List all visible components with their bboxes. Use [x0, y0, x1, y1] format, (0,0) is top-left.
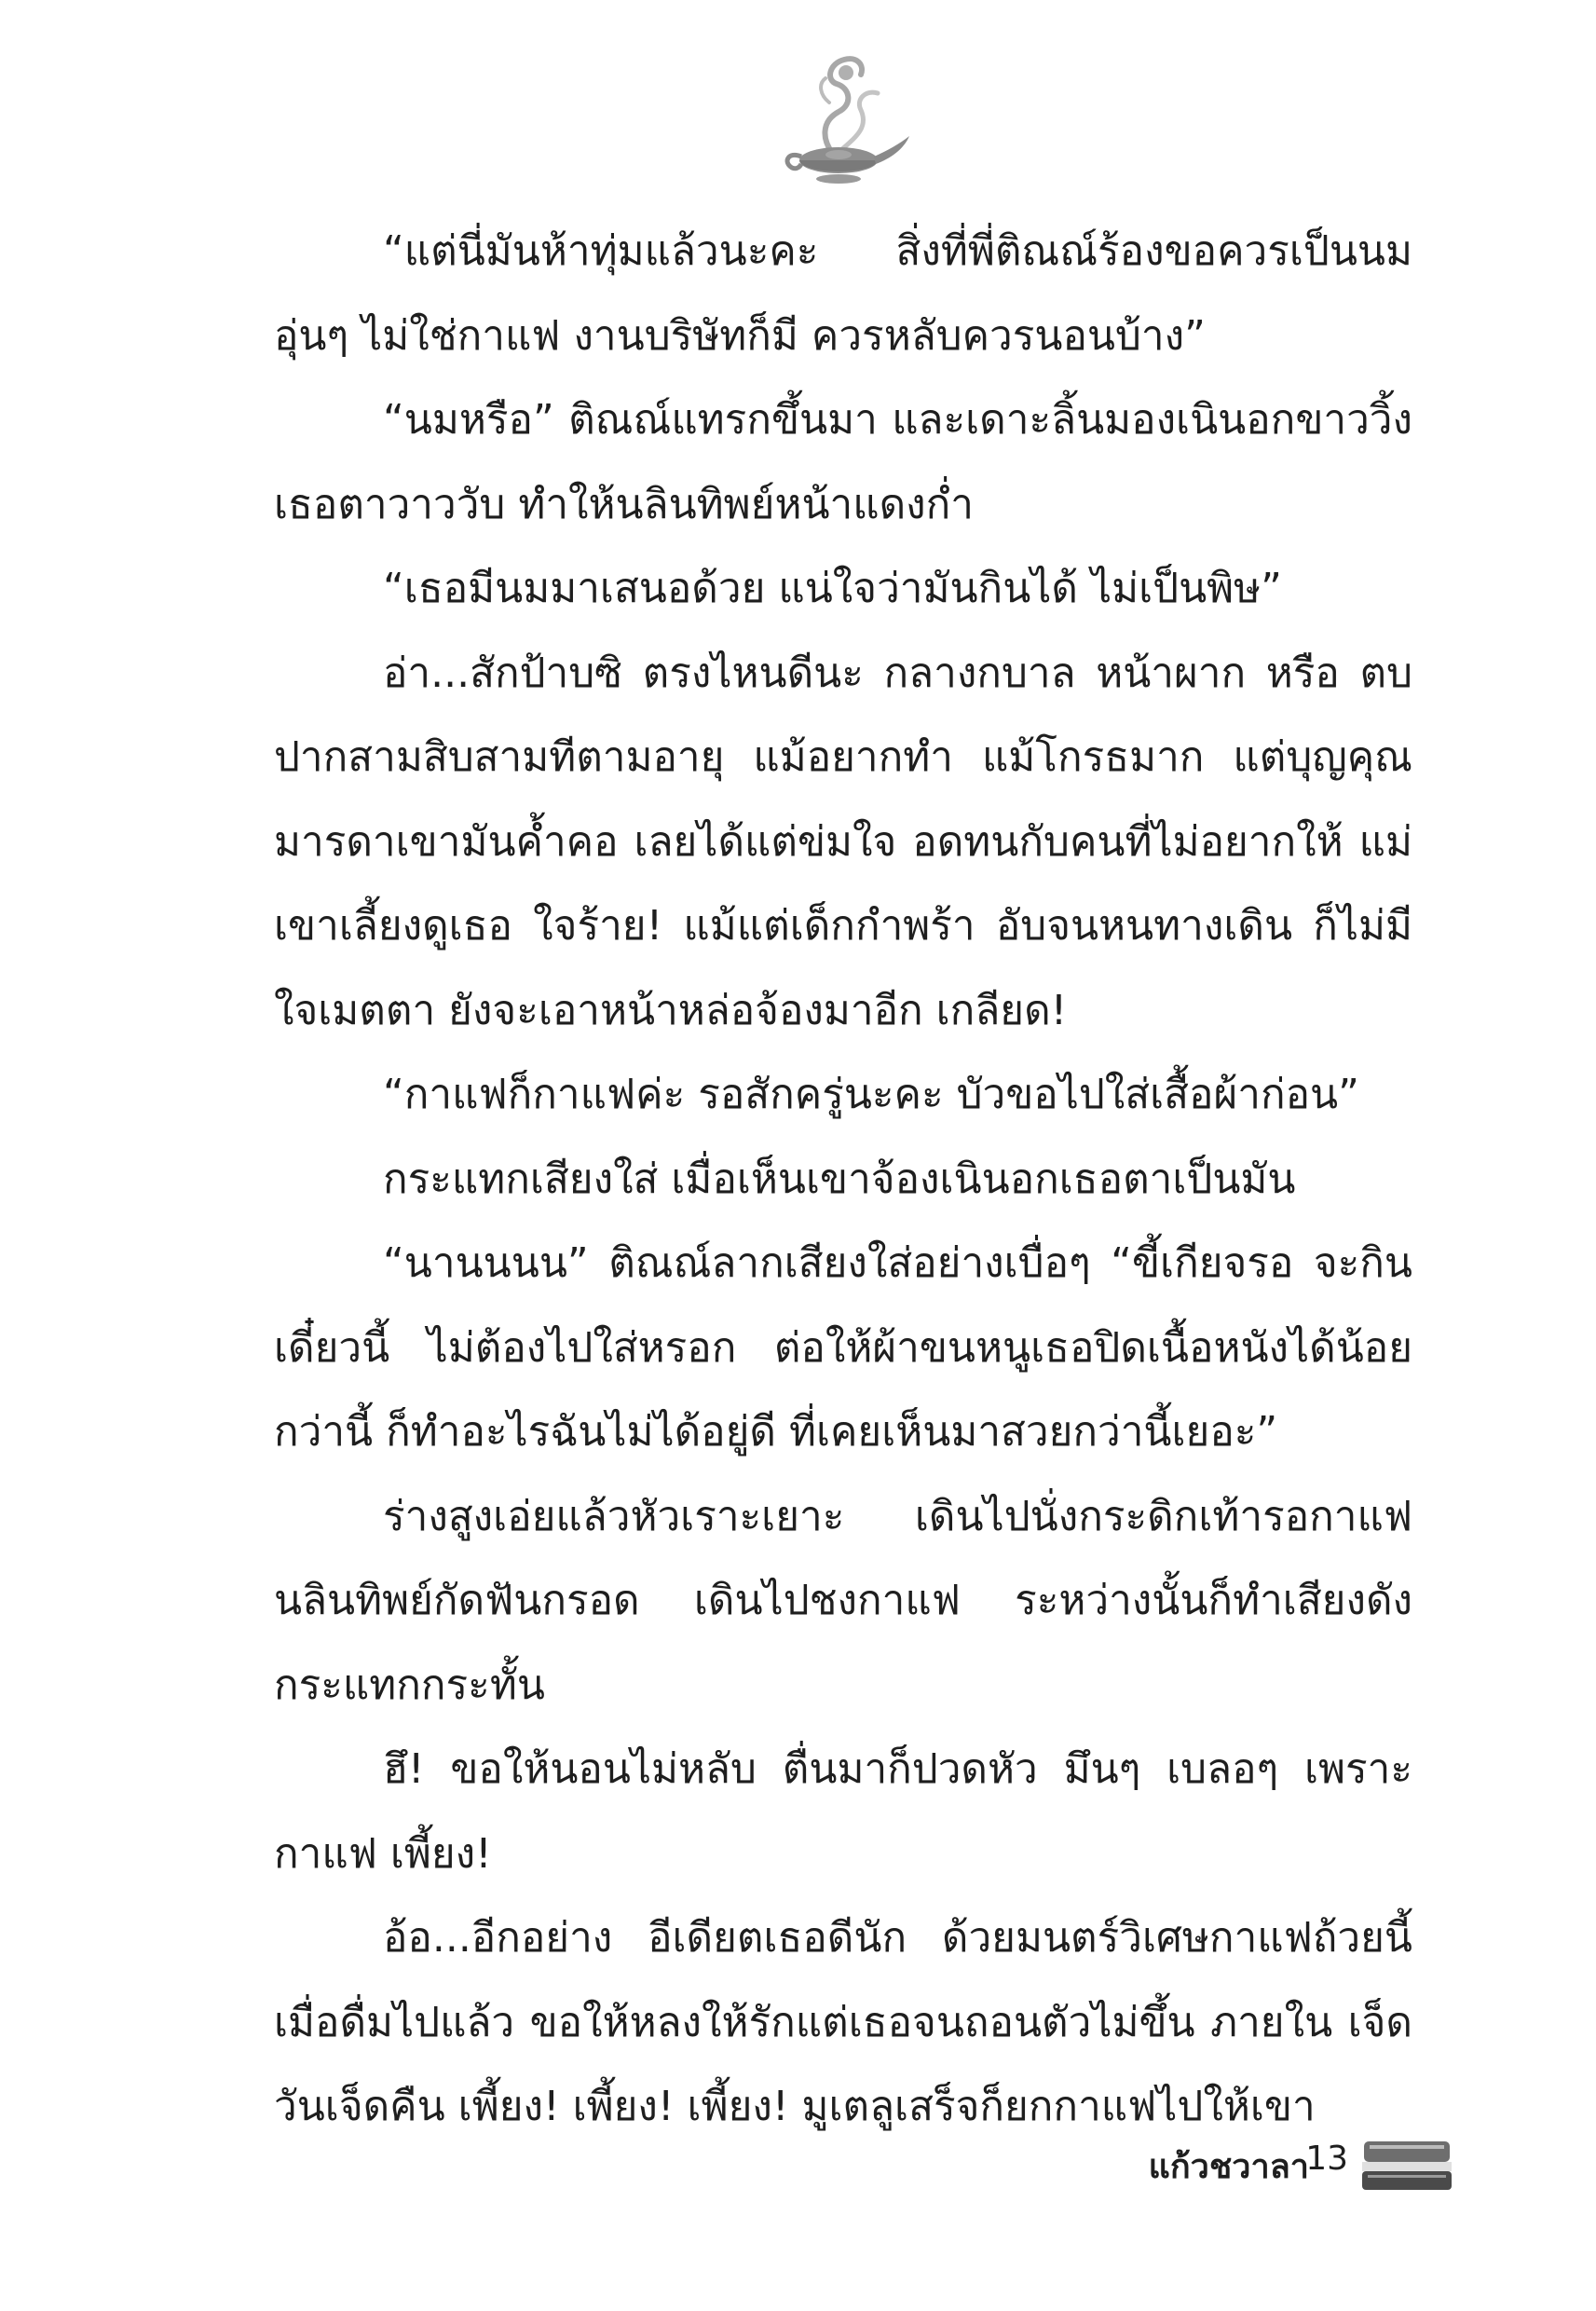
book-title: แก้วชวาลา	[1148, 2148, 1309, 2186]
paragraph: “นมหรือ” ติณณ์แทรกขึ้นมา และเดาะลิ้นมองเนินอกขาววิ้ง เธอตาวาววับ ทำให้นลินทิพย์หน้าแดงก่ำ	[274, 396, 1412, 528]
paragraph: “นานนนน” ติณณ์ลากเสียงใส่อย่างเบื่อๆ “ขี้เกียจรอ จะกิน เดี๋ยวนี้ ไม่ต้องไปใส่หรอก ต่อให้ผ้าขนหนูเธอปิดเนื้อหนังได้น้อย กว่านี้ ก็ทำอะไรฉันไม่ได้อยู่ดี ที่เคยเห็นมาสวยกว่านี้เยอะ”	[274, 1239, 1412, 1456]
paragraph: ร่างสูงเอ่ยแล้วหัวเราะเยาะ เดินไปนั่งกระดิกเท้ารอกาแฟ นลินทิพย์กัดฟันกรอด เดินไปชงกาแฟ ระหว่างนั้นก็ทำเสียงดัง กระแทกกระทั้น	[274, 1492, 1412, 1709]
page-number: 13	[1305, 2140, 1348, 2178]
paragraph: “แต่นี่มันห้าทุ่มแล้วนะคะ สิ่งที่พี่ติณณ์ร้องขอควรเป็นนมอุ่นๆ ไม่ใช่กาแฟ งานบริษัทก็มี ควรหลับควรนอนบ้าง”	[274, 227, 1412, 360]
magic-lamp-genie-icon	[764, 47, 913, 186]
story-text	[274, 210, 1412, 2150]
paragraph: ฮึ! ขอให้นอนไม่หลับ ตื่นมาก็ปวดหัว มึนๆ เบลอๆ เพราะ กาแฟ เพี้ยง!	[274, 1745, 1412, 1878]
paragraph: อ่า...สักป้าบซิ ตรงไหนดีนะ กลางกบาล หน้าผาก หรือ ตบปากสามสิบสามทีตามอายุ แม้อยากทำ แม้โกรธมาก แต่บุญคุณ มารดาเขามันค้ำคอ เลยได้แต่ข่มใจ อดทนกับคนที่ไม่อยากให้ แม่เขาเลี้ยงดูเธอ ใจร้าย! แม้แต่เด็กกำพร้า อับจนหนทางเดิน ก็ไม่มีใจเมตตา ยังจะเอาหน้าหล่อจ้องมาอีก เกลียด!	[274, 649, 1412, 1034]
page-footer	[1062, 2132, 1453, 2207]
paragraph: “เธอมีนมมาเสนอด้วย แน่ใจว่ามันกินได้ ไม่เป็นพิษ”	[383, 565, 1282, 612]
paragraph: กระแทกเสียงใส่ เมื่อเห็นเขาจ้องเนินอกเธอตาเป็นมัน	[383, 1155, 1296, 1203]
book-stack-icon	[1360, 2132, 1453, 2199]
paragraph: “กาแฟก็กาแฟค่ะ รอสักครู่นะคะ บัวขอไปใส่เสื้อผ้าก่อน”	[383, 1071, 1359, 1118]
paragraph: อ้อ...อีกอย่าง อีเดียตเธอดีนัก ด้วยมนตร์วิเศษกาแฟถ้วยนี้ เมื่อดื่มไปแล้ว ขอให้หลงให้รักแต่เธอจนถอนตัวไม่ขึ้น ภายใน เจ็ดวันเจ็ดคืน เพี้ยง! เพี้ยง! เพี้ยง! มูเตลูเสร็จก็ยกกาแฟไปให้เขา	[274, 1914, 1412, 2130]
